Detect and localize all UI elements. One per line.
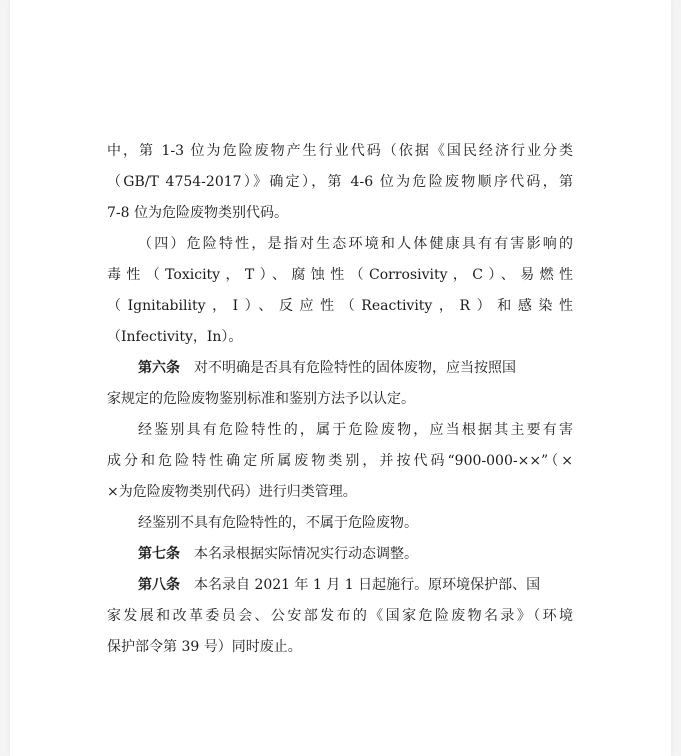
- text-line: 7-8 位为危险废物类别代码。: [107, 205, 288, 221]
- article-label: 第六条: [138, 360, 180, 376]
- article-six-line: [138, 357, 573, 379]
- text-line: ×为危险废物类别代码）进行归类管理。: [107, 484, 357, 500]
- text-line: 经鉴别具有危险特性的，属于危险废物，应当根据其主要有害: [138, 422, 573, 438]
- text-line: （四）危险特性，是指对生态环境和人体健康具有有害影响的: [138, 236, 573, 252]
- text-line: 本名录根据实际情况实行动态调整。: [194, 546, 418, 562]
- text-line: （Ignitability，I）、反应性（Reactivity，R）和感染性: [107, 298, 573, 314]
- article-label: 第八条: [138, 577, 180, 593]
- text-line: 中，第 1-3 位为危险废物产生行业代码（依据《国民经济行业分类: [107, 143, 573, 159]
- text-line: 保护部令第 39 号）同时废止。: [107, 639, 302, 655]
- text-line: 成分和危险特性确定所属废物类别，并按代码“900-000-××”（×: [107, 453, 573, 469]
- text-line: （GB/T 4754-2017）》确定），第 4-6 位为危险废物顺序代码，第: [107, 174, 573, 190]
- text-line: 家发展和改革委员会、公安部发布的《国家危险废物名录》（环境: [107, 608, 573, 624]
- text-line: （Infectivity，In）。: [107, 329, 243, 345]
- text-line: 毒性（Toxicity，T）、腐蚀性（Corrosivity，C）、易燃性: [107, 267, 573, 283]
- text-line: 经鉴别不具有危险特性的，不属于危险废物。: [138, 515, 418, 531]
- article-label: 第七条: [138, 546, 180, 562]
- text-line: 家规定的危险废物鉴别标准和鉴别方法予以认定。: [107, 391, 415, 407]
- text-line: 对不明确是否具有危险特性的固体废物，应当按照国: [194, 360, 516, 376]
- article-seven-line: [138, 543, 573, 565]
- article-eight-line: [138, 574, 573, 596]
- text-line: 本名录自 2021 年 1 月 1 日起施行。原环境保护部、国: [194, 577, 541, 593]
